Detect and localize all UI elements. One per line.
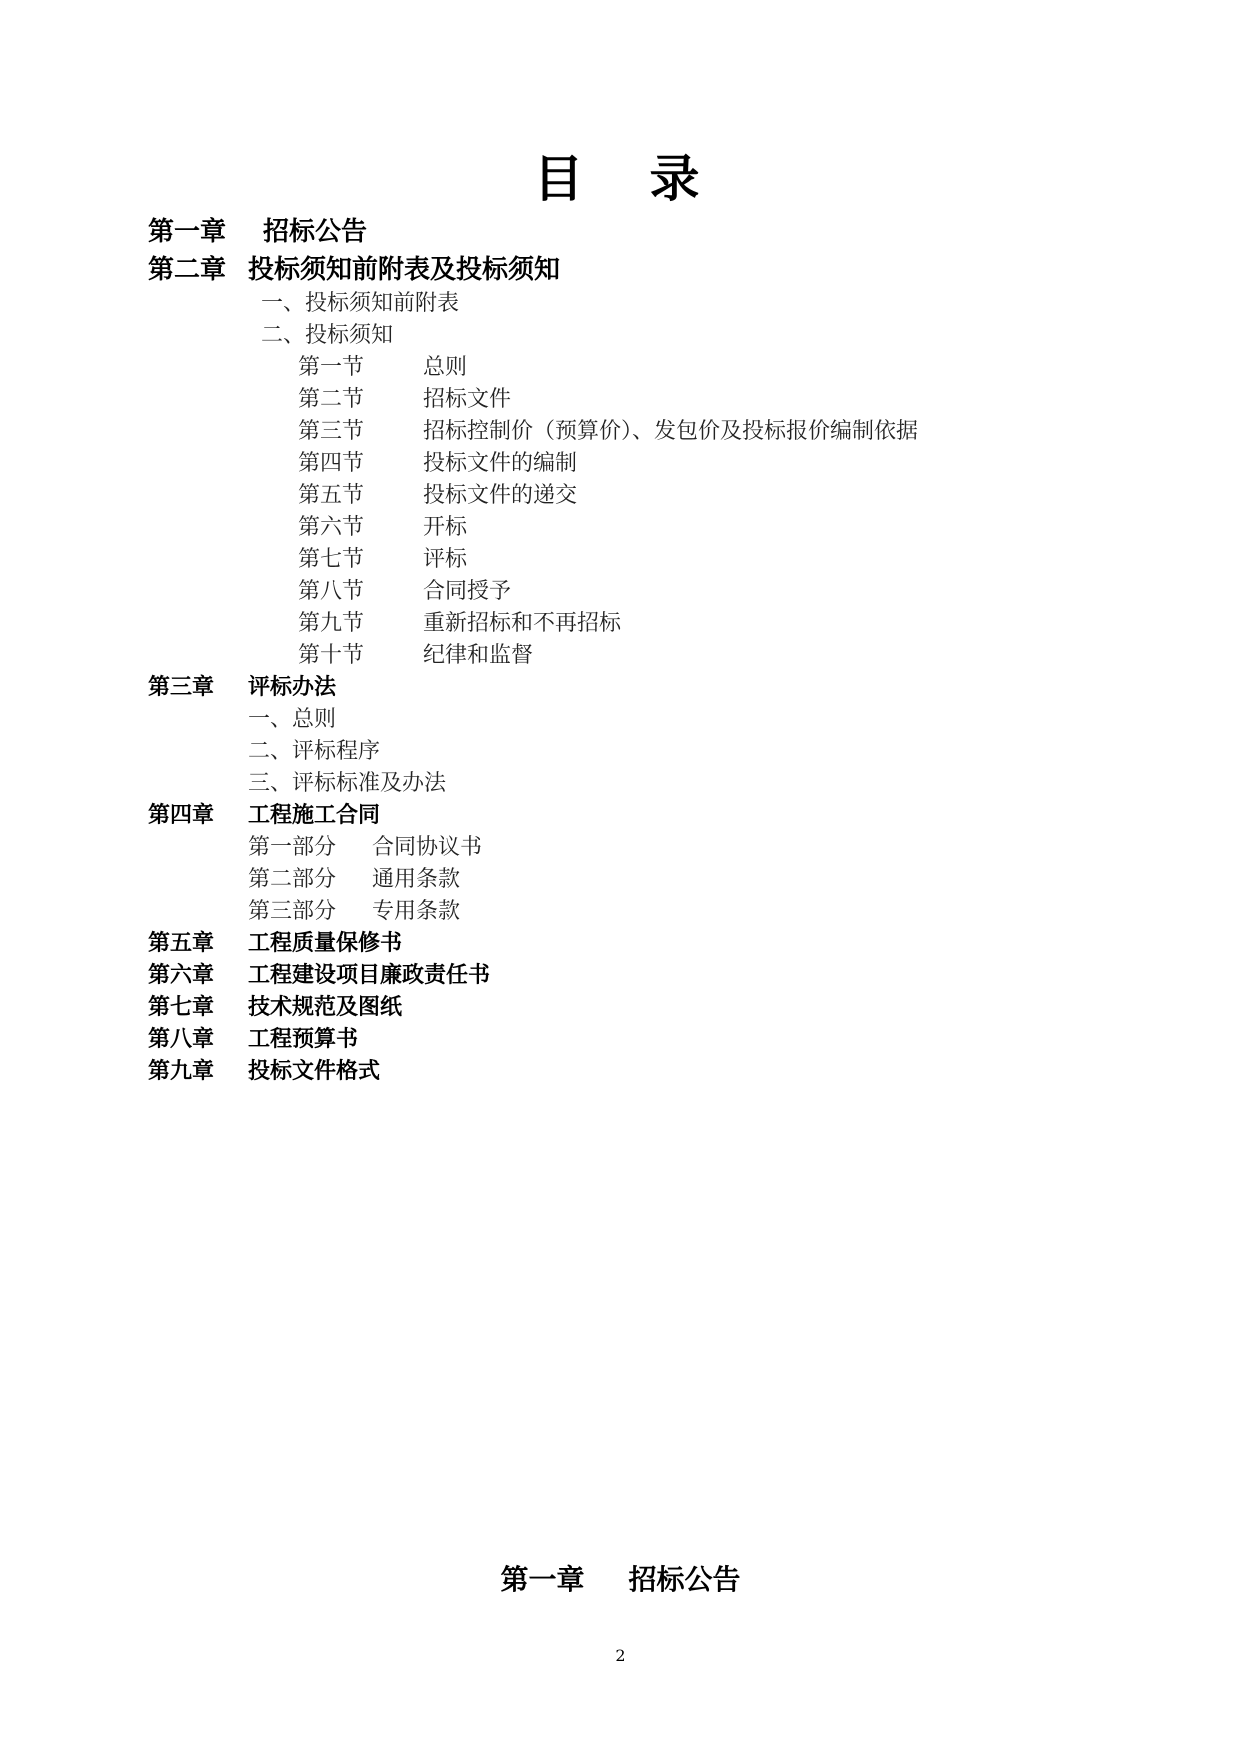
section-title: 评标 xyxy=(423,547,468,572)
toc-section xyxy=(298,577,511,607)
chapter-number: 第六章 xyxy=(148,963,215,988)
toc-chapter-2 xyxy=(148,252,560,288)
toc-chapter-7 xyxy=(148,993,402,1023)
section-heading xyxy=(0,1560,1241,1600)
section-number: 第九节 xyxy=(298,611,365,636)
section-title: 招标文件 xyxy=(423,387,512,412)
chapter-number: 第四章 xyxy=(148,803,215,828)
toc-chapter-6 xyxy=(148,961,490,991)
section-title: 重新招标和不再招标 xyxy=(423,611,622,636)
toc-chapter-1 xyxy=(148,214,367,250)
toc-chapter-5 xyxy=(148,929,402,959)
toc-section xyxy=(298,545,467,575)
section-title: 招标控制价（预算价）、发包价及投标报价编制依据 xyxy=(423,419,919,444)
chapter-title: 投标须知前附表及投标须知 xyxy=(248,255,561,285)
section-number: 第八节 xyxy=(298,579,365,604)
toc-section xyxy=(298,513,467,543)
part-title: 专用条款 xyxy=(372,899,461,924)
chapter-title: 工程施工合同 xyxy=(248,803,381,828)
section-number: 第五节 xyxy=(298,483,365,508)
toc-section xyxy=(298,481,577,511)
toc-part: 二、评标程序 xyxy=(248,739,381,764)
chapter-number: 第三章 xyxy=(148,675,215,700)
section-number: 第三节 xyxy=(298,419,365,444)
part-number: 第二部分 xyxy=(248,867,337,892)
toc-chapter-9 xyxy=(148,1057,380,1087)
section-number: 第四节 xyxy=(298,451,365,476)
toc-chapter-3 xyxy=(148,673,336,703)
part-title: 通用条款 xyxy=(372,867,461,892)
section-number: 第七节 xyxy=(298,547,365,572)
chapter-title: 招标公告 xyxy=(263,217,368,247)
chapter-title: 工程质量保修书 xyxy=(248,931,403,956)
heading-number: 第一章 xyxy=(500,1563,585,1596)
page-title: 目 录 xyxy=(533,150,708,208)
toc-part xyxy=(248,833,482,863)
section-title: 纪律和监督 xyxy=(423,643,534,668)
toc-part: 三、评标标准及办法 xyxy=(248,771,447,796)
chapter-title: 评标办法 xyxy=(248,675,337,700)
toc-section xyxy=(298,449,577,479)
chapter-title: 投标文件格式 xyxy=(248,1059,381,1084)
chapter-number: 第五章 xyxy=(148,931,215,956)
chapter-title: 工程建设项目廉政责任书 xyxy=(248,963,491,988)
heading-title: 招标公告 xyxy=(628,1563,741,1596)
part-number: 第一部分 xyxy=(248,835,337,860)
section-title: 合同授予 xyxy=(423,579,512,604)
toc-section xyxy=(298,385,511,415)
toc-part xyxy=(248,865,460,895)
toc-part: 二、投标须知 xyxy=(261,323,394,348)
toc-section xyxy=(298,641,533,671)
chapter-number: 第八章 xyxy=(148,1027,215,1052)
section-title: 开标 xyxy=(423,515,468,540)
toc-section xyxy=(298,353,467,383)
toc-section xyxy=(298,609,621,639)
section-number: 第十节 xyxy=(298,643,365,668)
chapter-number: 第七章 xyxy=(148,995,215,1020)
section-number: 第二节 xyxy=(298,387,365,412)
section-number: 第一节 xyxy=(298,355,365,380)
section-title: 总则 xyxy=(423,355,468,380)
toc-chapter-4 xyxy=(148,801,380,831)
chapter-number: 第九章 xyxy=(148,1059,215,1084)
chapter-title: 技术规范及图纸 xyxy=(248,995,403,1020)
toc-part: 一、总则 xyxy=(248,707,337,732)
section-number: 第六节 xyxy=(298,515,365,540)
part-title: 合同协议书 xyxy=(372,835,483,860)
section-title: 投标文件的递交 xyxy=(423,483,578,508)
chapter-title: 工程预算书 xyxy=(248,1027,359,1052)
part-number: 第三部分 xyxy=(248,899,337,924)
toc-chapter-8 xyxy=(148,1025,358,1055)
page-number: 2 xyxy=(615,1646,626,1665)
toc-part: 一、投标须知前附表 xyxy=(261,291,460,316)
section-title: 投标文件的编制 xyxy=(423,451,578,476)
chapter-number: 第二章 xyxy=(148,255,227,285)
chapter-number: 第一章 xyxy=(148,217,227,247)
toc-part xyxy=(248,897,460,927)
toc-section xyxy=(298,417,918,447)
